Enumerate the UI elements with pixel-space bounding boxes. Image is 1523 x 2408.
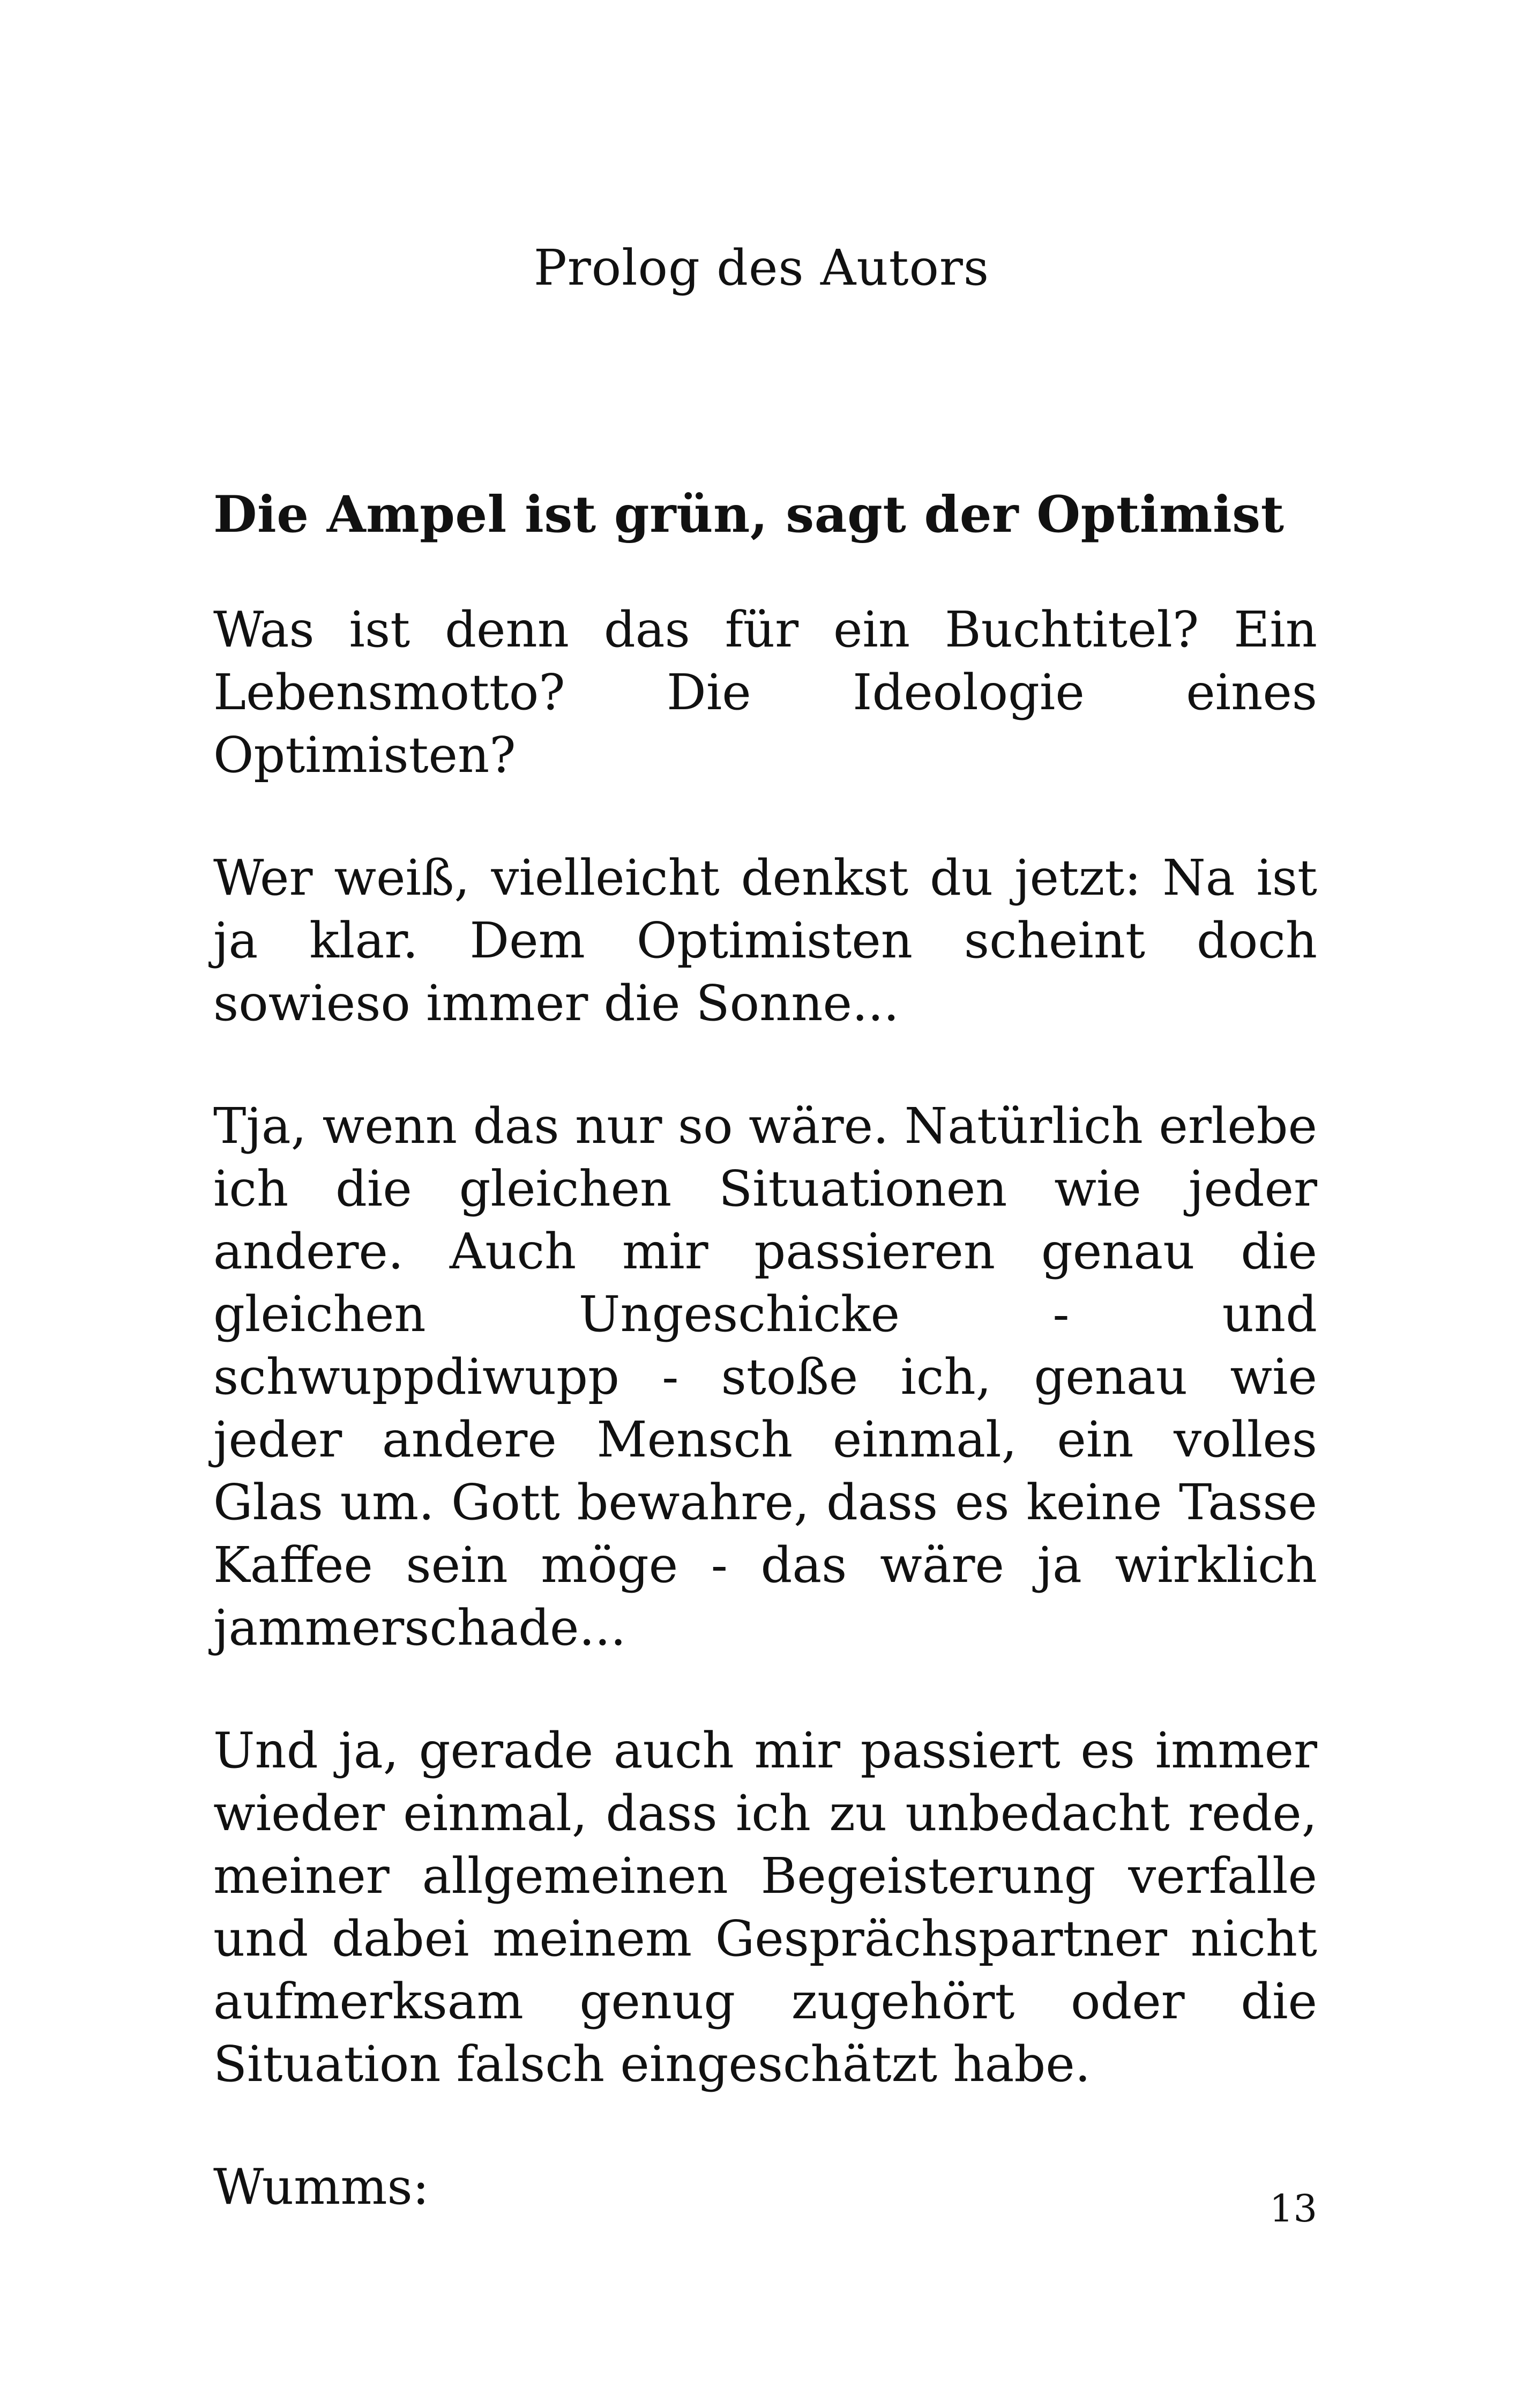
paragraph-1: Was ist denn das für ein Buchtitel? Ein Lebensmotto? Die Ideologie eines Optimisten? xyxy=(213,601,1317,784)
running-head: Prolog des Autors xyxy=(533,239,990,296)
chapter-title: Die Ampel ist grün, sagt der Optimist xyxy=(213,485,1285,544)
page-number: 13 xyxy=(1269,2187,1317,2231)
paragraph-5: Wumms: xyxy=(213,2158,429,2216)
paragraph-2: Wer weiß, vielleicht denkst du jetzt: Na ist ja klar. Dem Optimisten scheint doch sowieso immer die Sonne... xyxy=(213,849,1317,1032)
page-body xyxy=(213,482,1317,2218)
paragraph-3: Tja, wenn das nur so wäre. Natürlich erlebe ich die gleichen Situationen wie jeder andere. Auch mir passieren genau die gleichen Ungeschicke - und schwuppdiwupp - stoße ich, genau wie jeder andere Mensch einmal, ein volles Glas um. Gott bewahre, dass es keine Tasse Kaffee sein möge - das wäre ja wirklich jammerschade... xyxy=(213,1097,1317,1656)
paragraph-4: Und ja, gerade auch mir passiert es immer wieder einmal, dass ich zu unbedacht rede, meiner allgemeinen Begeisterung verfalle und dabei meinem Gesprächspartner nicht aufmerksam genug zugehört oder die Situation falsch eingeschätzt habe. xyxy=(213,1722,1317,2093)
